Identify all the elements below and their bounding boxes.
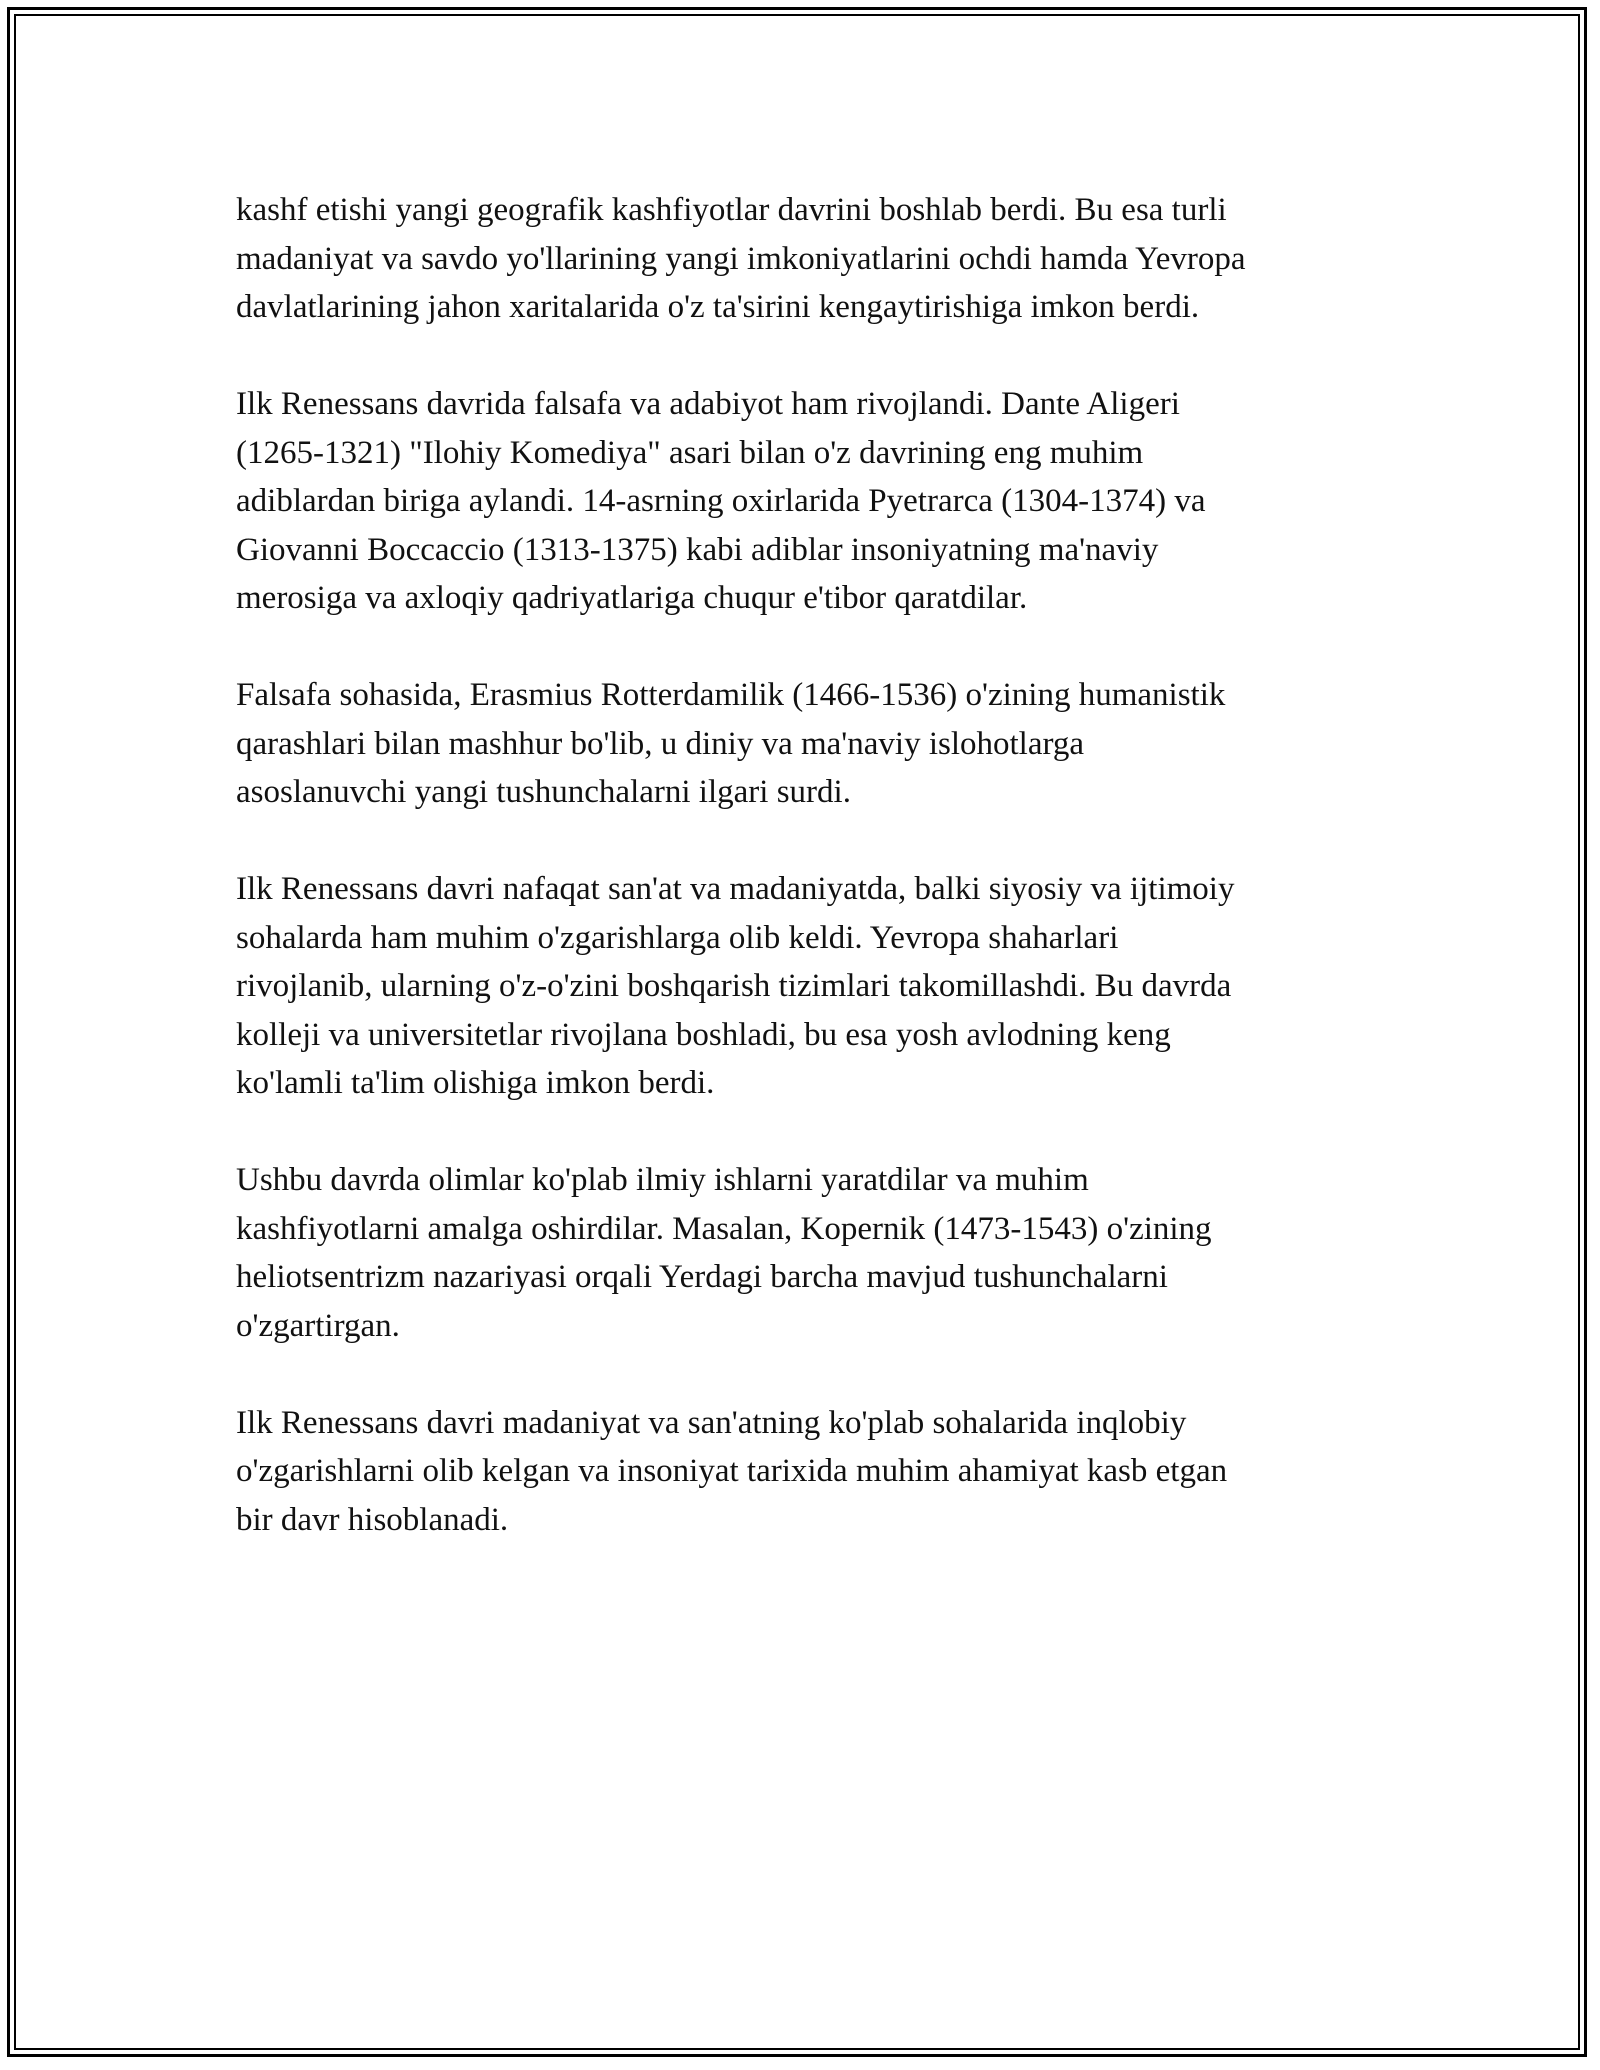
text-line: Falsafa sohasida, Erasmius Rotterdamilik (1466-1536) o'zining humanistik — [236, 677, 1226, 713]
document-body — [236, 186, 1376, 1593]
text-line: Ilk Renessans davrida falsafa va adabiyot ham rivojlandi. Dante Aligeri — [236, 386, 1180, 422]
paragraph-6 — [236, 1399, 1376, 1545]
text-line: o'zgartirgan. — [236, 1307, 400, 1344]
paragraph-3 — [236, 671, 1376, 817]
text-line: kolleji va universitetlar rivojlana boshladi, bu esa yosh avlodning keng — [236, 1016, 1171, 1053]
paragraph-5 — [236, 1156, 1376, 1350]
text-line: Ilk Renessans davri madaniyat va san'atning ko'plab sohalarida inqlobiy — [236, 1404, 1187, 1441]
text-line: bir davr hisoblanadi. — [236, 1501, 509, 1538]
text-line: Ilk Renessans davri nafaqat san'at va madaniyatda, balki siyosiy va ijtimoiy — [236, 871, 1235, 907]
paragraph-4 — [236, 865, 1376, 1108]
text-line: Ushbu davrda olimlar ko'plab ilmiy ishlarni yaratdilar va muhim — [236, 1162, 1089, 1198]
paragraph-1 — [236, 186, 1376, 332]
text-line: ko'lamli ta'lim olishiga imkon berdi. — [236, 1065, 715, 1101]
text-line: sohalarda ham muhim o'zgarishlarga olib keldi. Yevropa shaharlari — [236, 919, 1119, 956]
text-line: asoslanuvchi yangi tushunchalarni ilgari surdi. — [236, 774, 851, 810]
text-line: kashfiyotlarni amalga oshirdilar. Masalan, Kopernik (1473-1543) o'zining — [236, 1210, 1212, 1247]
text-line: adiblardan biriga aylandi. 14-asrning oxirlarida Pyetrarca (1304-1374) va — [236, 483, 1206, 519]
text-line: Giovanni Boccaccio (1313-1375) kabi adiblar insoniyatning ma'naviy — [236, 531, 1159, 568]
text-line: o'zgarishlarni olib kelgan va insoniyat tarixida muhim ahamiyat kasb etgan — [236, 1453, 1228, 1489]
text-line: heliotsentrizm nazariyasi orqali Yerdagi barcha mavjud tushunchalarni — [236, 1259, 1168, 1295]
text-line: (1265-1321) "Ilohiy Komediya" asari bilan o'z davrining eng muhim — [236, 434, 1144, 471]
text-line: rivojlanib, ularning o'z-o'zini boshqarish tizimlari takomillashdi. Bu davrda — [236, 968, 1232, 1004]
text-line: kashf etishi yangi geografik kashfiyotlar davrini boshlab berdi. Bu esa turli — [236, 192, 1227, 228]
text-line: merosiga va axloqiy qadriyatlariga chuqur e'tibor qaratdilar. — [236, 580, 1028, 616]
text-line: qarashlari bilan mashhur bo'lib, u diniy va ma'naviy islohotlarga — [236, 725, 1085, 762]
paragraph-2 — [236, 380, 1376, 623]
text-line: davlatlarining jahon xaritalarida o'z ta'sirini kengaytirishiga imkon berdi. — [236, 289, 1200, 325]
text-line: madaniyat va savdo yo'llarining yangi imkoniyatlarini ochdi hamda Yevropa — [236, 240, 1246, 277]
